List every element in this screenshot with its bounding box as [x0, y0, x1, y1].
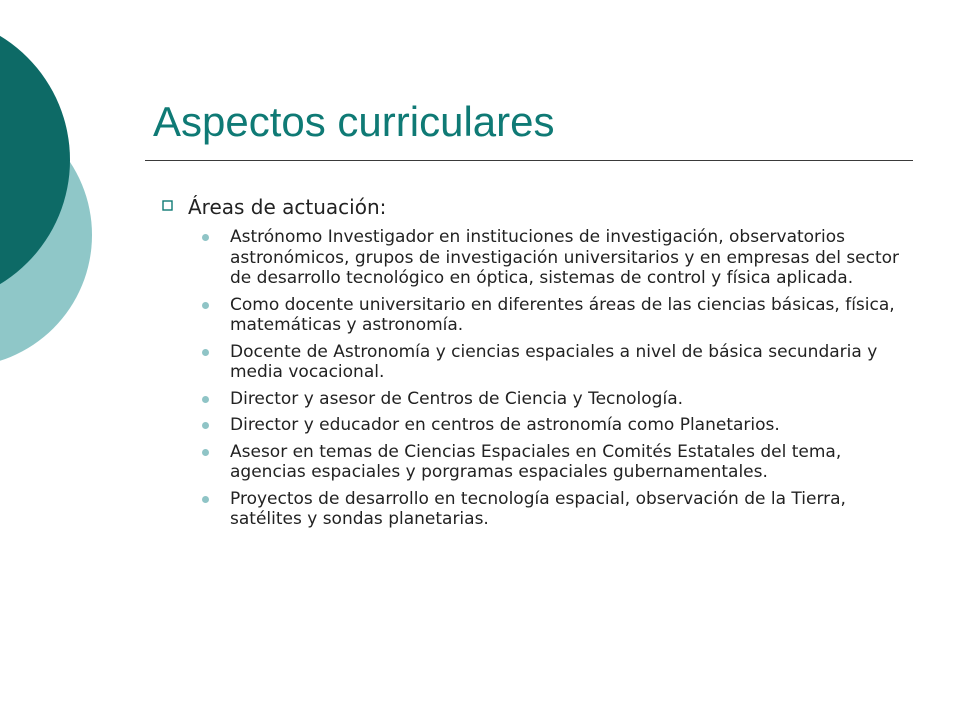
list-item-text: Asesor en temas de Ciencias Espaciales en Comités Estatales del tema, agencias espaciales y porgramas espaciales gubernamentales. [230, 441, 842, 482]
list-item-text: Astrónomo Investigador en instituciones de investigación, observatorios astronómicos, grupos de investigación universitarios y en empresas del sector de desarrollo tecnológico en óptica, sistemas de control y física aplicada. [230, 227, 900, 288]
bullet-list [160, 227, 900, 530]
decorative-circles [0, 0, 140, 400]
slide-body [160, 195, 900, 536]
round-bullet-icon [202, 422, 209, 429]
round-bullet-icon [202, 349, 209, 356]
list-item-text: Como docente universitario en diferentes áreas de las ciencias básicas, física, matemáticas y astronomía. [230, 294, 895, 335]
section-heading-text: Áreas de actuación: [188, 195, 387, 219]
slide-title: Aspectos curriculares [153, 98, 555, 145]
list-item-text: Docente de Astronomía y ciencias espaciales a nivel de básica secundaria y media vocacional. [230, 341, 878, 382]
list-item [200, 227, 900, 289]
list-item [200, 342, 900, 383]
list-item [200, 389, 900, 410]
list-item [200, 489, 900, 530]
list-item [200, 295, 900, 336]
list-item-text: Director y educador en centros de astronomía como Planetarios. [230, 415, 780, 435]
list-item-text: Director y asesor de Centros de Ciencia y Tecnología. [230, 388, 684, 409]
round-bullet-icon [202, 396, 209, 403]
list-item [200, 442, 900, 483]
hollow-square-bullet-icon [162, 200, 173, 211]
round-bullet-icon [202, 496, 209, 503]
section-heading [160, 195, 900, 219]
title-divider [145, 160, 913, 161]
round-bullet-icon [202, 449, 209, 456]
round-bullet-icon [202, 234, 209, 241]
round-bullet-icon [202, 302, 209, 309]
list-item [200, 415, 900, 436]
list-item-text: Proyectos de desarrollo en tecnología espacial, observación de la Tierra, satélites y sondas planetarias. [230, 488, 846, 529]
